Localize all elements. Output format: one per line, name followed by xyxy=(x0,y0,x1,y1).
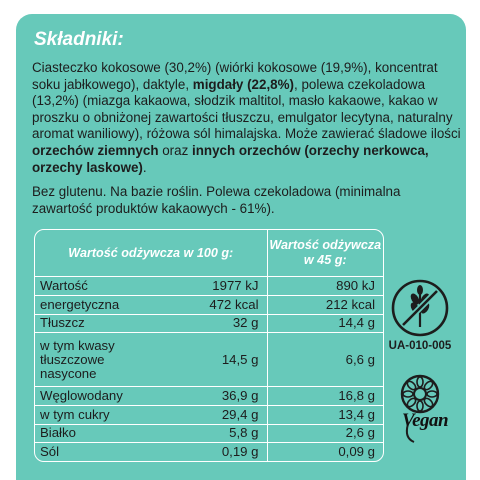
dietary-info: Bez glutenu. Na bazie roślin. Polewa czekoladowa (minimalna zawartość produktów kakaowych - 61%). xyxy=(32,184,401,216)
certificate-code: UA-010-005 xyxy=(388,340,452,352)
table-row xyxy=(35,314,383,333)
header-per-100g: Wartość odżywcza w 100 g: xyxy=(35,230,267,277)
value-per-100g: 1977 kJ xyxy=(151,277,267,296)
table-row xyxy=(35,424,383,443)
allergen-almonds: migdały (22,8%) xyxy=(192,76,294,92)
header-per-45g: Wartość odżywcza w 45 g: xyxy=(269,238,382,267)
table-row xyxy=(35,405,383,424)
nutrient-label: Sól xyxy=(35,443,151,461)
table-row xyxy=(35,277,383,296)
nutrient-label: energetyczna xyxy=(35,295,151,314)
table-row xyxy=(35,295,383,314)
nutrition-table xyxy=(34,229,384,462)
table-row xyxy=(35,443,383,461)
crossed-grain-icon xyxy=(389,277,451,339)
value-per-45g: 16,8 g xyxy=(267,387,383,406)
table-row xyxy=(35,387,383,406)
nutrient-label: Wartość xyxy=(35,277,151,296)
value-per-100g: 36,9 g xyxy=(151,387,267,406)
allergen-other-nuts: innych orzechów (orzechy nerkowca, orzechy laskowe) xyxy=(32,142,429,175)
nutrient-label: Białko xyxy=(35,424,151,443)
nutrient-label: w tym kwasy tłuszczowe nasycone xyxy=(35,333,151,387)
value-per-100g: 5,8 g xyxy=(151,424,267,443)
value-per-45g: 14,4 g xyxy=(267,314,383,333)
ingredients-part: , polewa czekoladowa (13,2%) (miazga kakaowa, słodzik maltitol, masło kakaowe, kakao w proszku o obniżonej zawartości tłuszczu, emulgator lecytyna, naturalny aromat waniliowy), różowa sól himalajska. Może zawierać śladowe ilości xyxy=(32,76,461,142)
ingredients-text xyxy=(32,60,462,176)
allergen-peanuts: orzechów ziemnych xyxy=(32,142,159,158)
nutrient-label: Tłuszcz xyxy=(35,314,151,333)
value-per-100g: 32 g xyxy=(151,314,267,333)
value-per-100g: 14,5 g xyxy=(151,333,267,387)
value-per-45g: 212 kcal xyxy=(267,295,383,314)
ingredients-part: oraz xyxy=(158,142,192,158)
nutrient-label: Węglowodany xyxy=(35,387,151,406)
ingredients-heading: Składniki: xyxy=(34,29,124,50)
value-per-100g: 472 kcal xyxy=(151,295,267,314)
value-per-45g: 2,6 g xyxy=(267,424,383,443)
value-per-45g: 13,4 g xyxy=(267,405,383,424)
value-per-45g: 890 kJ xyxy=(267,277,383,296)
value-per-100g: 29,4 g xyxy=(151,405,267,424)
ingredients-part: Ciasteczko kokosowe (30,2%) (wiórki kokosowe (19,9%), koncentrat soku jabłkowego), daktyle, xyxy=(32,60,438,92)
ingredients-part: . xyxy=(142,159,147,175)
vegan-label: Vegan xyxy=(402,410,449,431)
value-per-45g: 0,09 g xyxy=(267,443,383,461)
value-per-45g: 6,6 g xyxy=(267,333,383,387)
nutrient-label: w tym cukry xyxy=(35,405,151,424)
vegan-sunflower-icon xyxy=(390,372,462,446)
value-per-100g: 0,19 g xyxy=(151,443,267,461)
table-row xyxy=(35,333,383,387)
